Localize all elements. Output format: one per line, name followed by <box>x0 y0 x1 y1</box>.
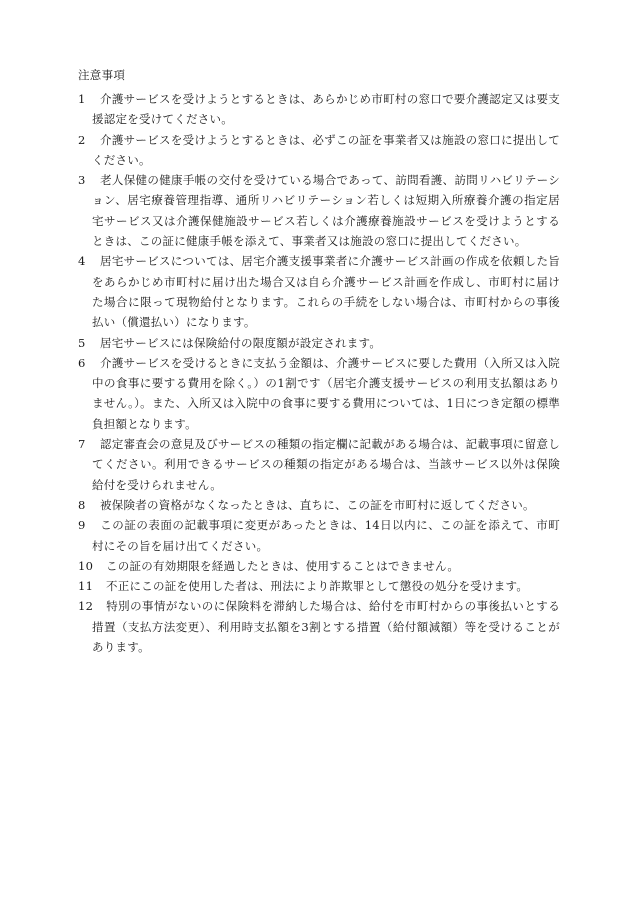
note-item-5 <box>78 333 560 353</box>
note-text: 被保険者の資格がなくなったときは、直ちに、この証を市町村に返してください。 <box>100 497 535 512</box>
note-text: 特別の事情がないのに保険料を滞納した場合は、給付を市町村からの事後払いとする措置（支払方法変更）、利用時支払額を3割とする措置（給付額減額）等を受けることがあります。 <box>92 599 560 655</box>
note-item-2 <box>78 130 560 171</box>
note-item-9 <box>78 515 560 556</box>
note-text: この証の有効期限を経過したときは、使用することはできません。 <box>106 558 460 573</box>
note-item-6 <box>78 353 560 434</box>
note-item-10 <box>78 556 560 576</box>
note-number: 3 <box>78 173 86 188</box>
note-item-4 <box>78 251 560 332</box>
note-item-8 <box>78 495 560 515</box>
note-number: 10 <box>78 558 94 573</box>
note-number: 12 <box>78 599 94 614</box>
note-number: 7 <box>78 437 86 452</box>
note-number: 11 <box>78 579 94 594</box>
note-text: 介護サービスを受けようとするときは、必ずこの証を事業者又は施設の窓口に提出してください。 <box>92 132 560 167</box>
note-item-1 <box>78 89 560 130</box>
note-number: 4 <box>78 254 86 269</box>
note-text: 介護サービスを受けるときに支払う金額は、介護サービスに要した費用（入所又は入院中の食事に要する費用を除く。）の1割です（居宅介護支援サービスの利用支払額はありません。）。また、入所又は入院中の食事に要する費用については、1日につき定額の標準負担額となります。 <box>92 355 560 431</box>
note-text: この証の表面の記載事項に変更があったときは、14日以内に、この証を添えて、市町村にその旨を届け出てください。 <box>92 518 560 553</box>
note-number: 1 <box>78 92 86 106</box>
note-text: 居宅サービスについては、居宅介護支援事業者に介護サービス計画の作成を依頼した旨をあらかじめ市町村に届け出た場合又は自ら介護サービス計画を作成し、市町村に届けた場合に限って現物給付となります。これらの手続をしない場合は、市町村からの事後払い（償還払い）になります。 <box>92 254 560 330</box>
note-item-11 <box>78 576 560 596</box>
note-text: 不正にこの証を使用した者は、刑法により詐欺罪として懲役の処分を受けます。 <box>106 579 529 594</box>
note-number: 6 <box>78 355 86 370</box>
note-item-12 <box>78 596 560 657</box>
note-number: 5 <box>78 335 86 350</box>
note-item-7 <box>78 434 560 495</box>
note-number: 9 <box>78 518 86 533</box>
note-text: 居宅サービスには保険給付の限度額が設定されます。 <box>100 335 382 350</box>
note-number: 8 <box>78 497 86 512</box>
notes-section <box>78 66 560 657</box>
note-item-3 <box>78 170 560 251</box>
note-text: 介護サービスを受けようとするときは、あらかじめ市町村の窓口で要介護認定又は要支援認定を受けてください。 <box>92 92 560 127</box>
note-text: 老人保健の健康手帳の交付を受けている場合であって、訪問看護、訪問リハビリテーション、居宅療養管理指導、通所リハビリテーション若しくは短期入所療養介護の指定居宅サービス又は介護保健施設サービス若しくは介護療養施設サービスを受けようとするときは、この証に健康手帳を添えて、事業者又は施設の窓口に提出してください。 <box>92 173 560 249</box>
note-number: 2 <box>78 132 86 147</box>
note-list <box>78 89 560 657</box>
note-text: 認定審査会の意見及びサービスの種類の指定欄に記載がある場合は、記載事項に留意してください。利用できるサービスの種類の指定がある場合は、当該サービス以外は保険給付を受けられません。 <box>92 437 560 492</box>
notes-title: 注意事項 <box>78 68 126 82</box>
